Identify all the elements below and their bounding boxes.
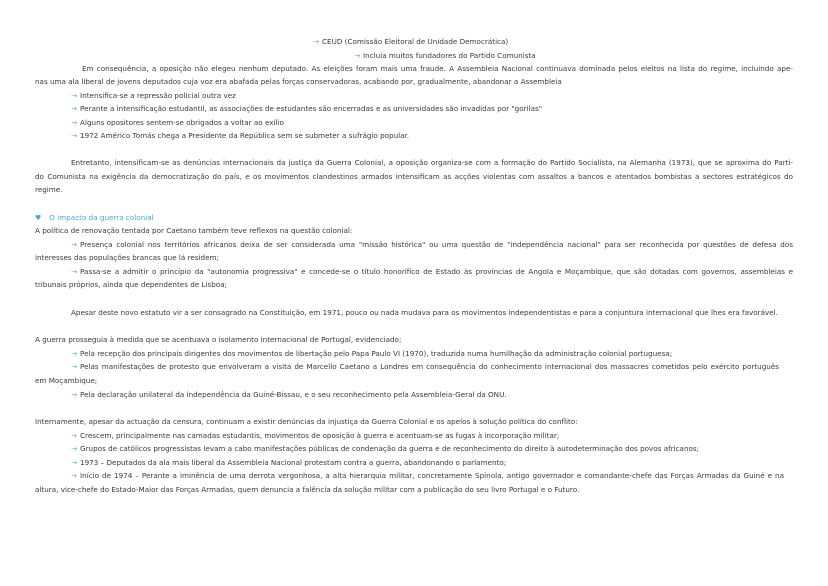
arrow-icon: → (71, 349, 78, 358)
heart-icon: ♥ (35, 214, 42, 222)
arrow-icon: → (71, 91, 78, 100)
bullet-item: → Passa-se a admitir o princípio da "autonomia progressiva" e concede-se o título honorífico de Estado às províncias de Angola e Moçambique, que são dotadas com governos, assembleias e (71, 267, 793, 276)
section-heading: ♥ O impacto da guerra colonial (35, 213, 154, 222)
paragraph-line: Entretanto, intensificam-se as denúncias internacionais da justiça da Guerra Colonial, a oposição organiza-se com a formação do Partido Socialista, na Alemanha (1973), que se aproxima do Parti- (71, 158, 793, 167)
arrow-icon: → (71, 131, 78, 140)
bullet-item: → Pela recepção dos principais dirigentes dos movimentos de libertação pelo Papa Paulo VI (1970), traduzida numa humilhação da administração colonial portuguesa; (71, 349, 673, 358)
bullet-item: → 1972 Américo Tomás chega a Presidente da República sem se submeter a sufrágio popular. (71, 131, 410, 140)
bullet-item: → Presença colonial nos territórios africanos deixa de ser considerada uma "missão histórica" ou uma questão de "independência nacional" para ser reconhecida por questões de defesa dos (71, 240, 793, 249)
paragraph-line: nas uma ala liberal de jovens deputados cuja voz era abafada pelas forças conservadoras, acabando por, gradualmente, abandonar a Assembleia (35, 77, 562, 86)
paragraph-line: do Comunista na exigência da democratização do país, e os movimentos clandestinos armados intensificam as acções violentas com assaltos a bancos e atentados bombistas a sectores estratégicos do (35, 172, 793, 181)
arrow-icon: → (313, 37, 320, 46)
arrow-icon: → (71, 267, 78, 276)
paragraph-line: Internamente, apesar da actuação da censura, continuam a existir denúncias da injustiça da Guerra Colonial e os apelos à solução política do conflito: (35, 417, 578, 426)
bullet-item: → Crescem, principalmente nas camadas estudantis, movimentos de oposição à guerra e acentuam-se as fugas à incorporação militar; (71, 431, 560, 440)
arrow-icon: → (71, 104, 78, 113)
bullet-ceud: → CEUD (Comissão Eleitoral de Unidade Democrática) (313, 37, 509, 46)
arrow-icon: → (71, 240, 78, 249)
arrow-icon: → (71, 362, 78, 371)
bullet-ceud-sub: → Incluía muitos fundadores do Partido Comunista (354, 51, 536, 60)
paragraph-line: regime. (35, 185, 63, 194)
arrow-icon: → (71, 118, 78, 127)
arrow-icon: → (354, 51, 361, 60)
paragraph-line: A política de renovação tentada por Caetano também teve reflexos na questão colonial: (35, 226, 353, 235)
bullet-item: → Pela declaração unilateral da independência da Guiné-Bissau, e o seu reconhecimento pela Assembleia-Geral da ONU. (71, 390, 507, 399)
bullet-item: → Intensifica-se a repressão policial outra vez (71, 91, 236, 100)
paragraph-line: tribunais próprios, ainda que dependentes de Lisboa; (35, 280, 228, 289)
bullet-item: → 1973 – Deputados da ala mais liberal da Assembleia Nacional protestam contra a guerra, abandonando o parlamento; (71, 458, 507, 467)
paragraph-line: altura, vice-chefe do Estado-Maior das Forças Armadas, quem denuncia a falência da solução militar com a publicação do seu livro Portugal e o Futuro. (35, 485, 580, 494)
paragraph-line: Em consequência, a oposição não elegeu nenhum deputado. As eleições foram mais uma fraude. A Assembleia Nacional continuava dominada pelos eleitos na lista do regime, incluindo ape- (82, 64, 793, 73)
bullet-item: → Perante a intensificação estudantil, as associações de estudantes são encerradas e as universidades são invadidas por "gorilas" (71, 104, 543, 113)
paragraph-line: Apesar deste novo estatuto vir a ser consagrado na Constituição, em 1971, pouco ou nada mudava para os movimentos independentistas e para a conjuntura internacional que lhes era favorável. (71, 308, 778, 317)
paragraph-line: interesses das populações brancas que lá residem; (35, 253, 219, 262)
arrow-icon: → (71, 444, 78, 453)
bullet-item: → Início de 1974 – Perante a iminência de uma derrota vergonhosa, a alta hierarquia militar, concretamente Spínola, antigo governador e comandante-chefe das Forças Armadas da Guiné e na (71, 471, 784, 480)
arrow-icon: → (71, 471, 78, 480)
paragraph-line: em Moçambique; (35, 376, 98, 385)
arrow-icon: → (71, 458, 78, 467)
arrow-icon: → (71, 390, 78, 399)
paragraph-line: A guerra prosseguia à medida que se acentuava o isolamento internacional de Portugal, evidenciado; (35, 335, 402, 344)
bullet-item: → Grupos de católicos progressistas levam a cabo manifestações públicas de condenação da guerra e de reconhecimento do direito à autodeterminação dos povos africanos; (71, 444, 700, 453)
bullet-item: → Pelas manifestações de protesto que envolveram a visita de Marcello Caetano a Londres em consequência do conhecimento internacional dos massacres cometidos pelo exército português (71, 362, 779, 371)
bullet-item: → Alguns opositores sentem-se obrigados a voltar ao exílio (71, 118, 284, 127)
arrow-icon: → (71, 431, 78, 440)
